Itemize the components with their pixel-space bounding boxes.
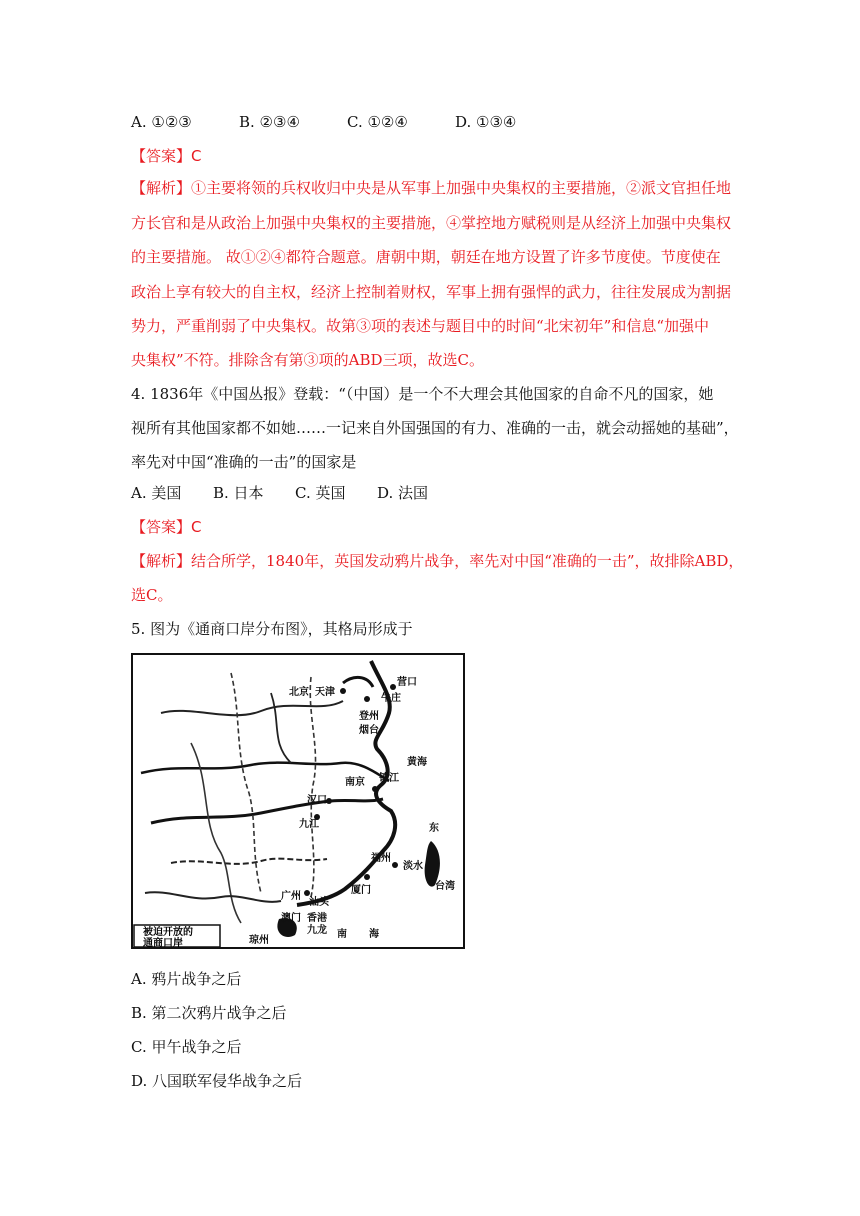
answer-tag: 【答案】 [131, 518, 192, 536]
map-label-south: 南 [337, 929, 347, 940]
answer-value: C [191, 518, 202, 536]
map-label-zhenjiang: 镇江 [379, 773, 399, 784]
map-legend-line-1: 被迫开放的 [143, 927, 193, 938]
q5-option-d[interactable]: D. 八国联军侵华战争之后 [131, 1072, 303, 1090]
q4-option-b[interactable]: B. 日本 [213, 484, 264, 502]
map-label-shantou: 汕头 [309, 897, 329, 908]
map-label-sea: 海 [369, 929, 379, 940]
q4-stem-line-2: 视所有其他国家都不如她……一记来自外国强国的有力、准确的一击，就会动摇她的基础”， [131, 419, 739, 437]
q5-option-b[interactable]: B. 第二次鸦片战争之后 [131, 1004, 287, 1022]
q4-option-a[interactable]: A. 美国 [131, 484, 182, 502]
analysis-tag: 【解析】 [131, 179, 192, 197]
map-label-macau: 澳门 [281, 913, 301, 924]
analysis-text: ①主要将领的兵权收归中央是从军事上加强中央集权的主要措施，②派文官担任地 [191, 179, 732, 197]
q5-option-c[interactable]: C. 甲午战争之后 [131, 1038, 242, 1056]
q3-option-a[interactable]: A. ①②③ [131, 113, 192, 131]
q5-option-a[interactable]: A. 鸦片战争之后 [131, 970, 242, 988]
q4-stem-line-3: 率先对中国“准确的一击”的国家是 [131, 453, 357, 471]
q4-stem-line-1: 4. 1836年《中国丛报》登载：“（中国）是一个不大理会其他国家的自命不凡的国家，她 [131, 385, 714, 403]
q3-option-b[interactable]: B. ②③④ [239, 113, 300, 131]
map-label-qiongzhou: 琼州 [249, 935, 269, 946]
q3-analysis-line-6: 央集权”不符。排除含有第③项的ABD三项，故选C。 [131, 351, 485, 369]
map-label-hongkong: 香港 [307, 913, 327, 924]
map-label-xiamen: 厦门 [351, 885, 371, 896]
q3-analysis-line-5: 势力，严重削弱了中央集权。故第③项的表述与题目中的时间“北宋初年”和信息“加强中 [131, 317, 710, 335]
map-label-yantai: 烟台 [359, 725, 379, 736]
map-label-fuzhou: 福州 [371, 853, 391, 864]
map-label-yingkou: 营口 [397, 677, 417, 688]
map-label-danshui: 淡水 [403, 861, 423, 872]
map-label-hankou: 汉口 [307, 795, 327, 806]
map-label-tianjin: 天津 [315, 687, 335, 698]
answer-tag: 【答案】 [131, 147, 192, 165]
analysis-text: 结合所学，1840年，英国发动鸦片战争，率先对中国“准确的一击”，故排除ABD， [191, 552, 744, 570]
q4-analysis-line-1 [131, 550, 743, 572]
q4-option-d[interactable]: D. 法国 [377, 484, 429, 502]
trade-ports-map [131, 653, 465, 949]
q3-answer [131, 145, 202, 167]
q3-analysis-line-2: 方长官和是从政治上加强中央集权的主要措施，④掌控地方赋税则是从经济上加强中央集权 [131, 214, 732, 232]
map-label-niuzhuang: 牛庄 [381, 693, 401, 704]
map-legend-line-2: 通商口岸 [143, 938, 183, 949]
q4-analysis-line-2: 选C。 [131, 586, 173, 604]
map-label-dengzhou: 登州 [359, 711, 379, 722]
q3-options [131, 111, 516, 133]
q3-analysis-line-4: 政治上享有较大的自主权，经济上控制着财权，军事上拥有强悍的武力，往往发展成为割据 [131, 283, 732, 301]
map-label-kowloon: 九龙 [307, 925, 327, 936]
q4-option-c[interactable]: C. 英国 [295, 484, 346, 502]
analysis-tag: 【解析】 [131, 552, 192, 570]
map-figure [131, 653, 465, 949]
map-label-taiwan: 台湾 [435, 881, 455, 892]
q5-stem: 5. 图为《通商口岸分布图》，其格局形成于 [131, 620, 413, 638]
answer-value: C [191, 147, 202, 165]
map-label-east: 东 [429, 823, 439, 834]
map-label-jiujiang: 九江 [299, 819, 319, 830]
q4-answer [131, 516, 202, 538]
map-label-nanjing: 南京 [345, 777, 365, 788]
q3-option-c[interactable]: C. ①②④ [347, 113, 408, 131]
q3-analysis-line-1 [131, 177, 731, 199]
q3-analysis-line-3: 的主要措施。 故①②④都符合题意。唐朝中期，朝廷在地方设置了许多节度使。节度使在 [131, 248, 721, 266]
map-label-guangzhou: 广州 [281, 891, 301, 902]
q3-option-d[interactable]: D. ①③④ [455, 113, 517, 131]
map-label-beijing: 北京 [289, 687, 309, 698]
map-label-yellow-sea: 黄海 [407, 757, 427, 768]
q4-options [131, 482, 428, 504]
